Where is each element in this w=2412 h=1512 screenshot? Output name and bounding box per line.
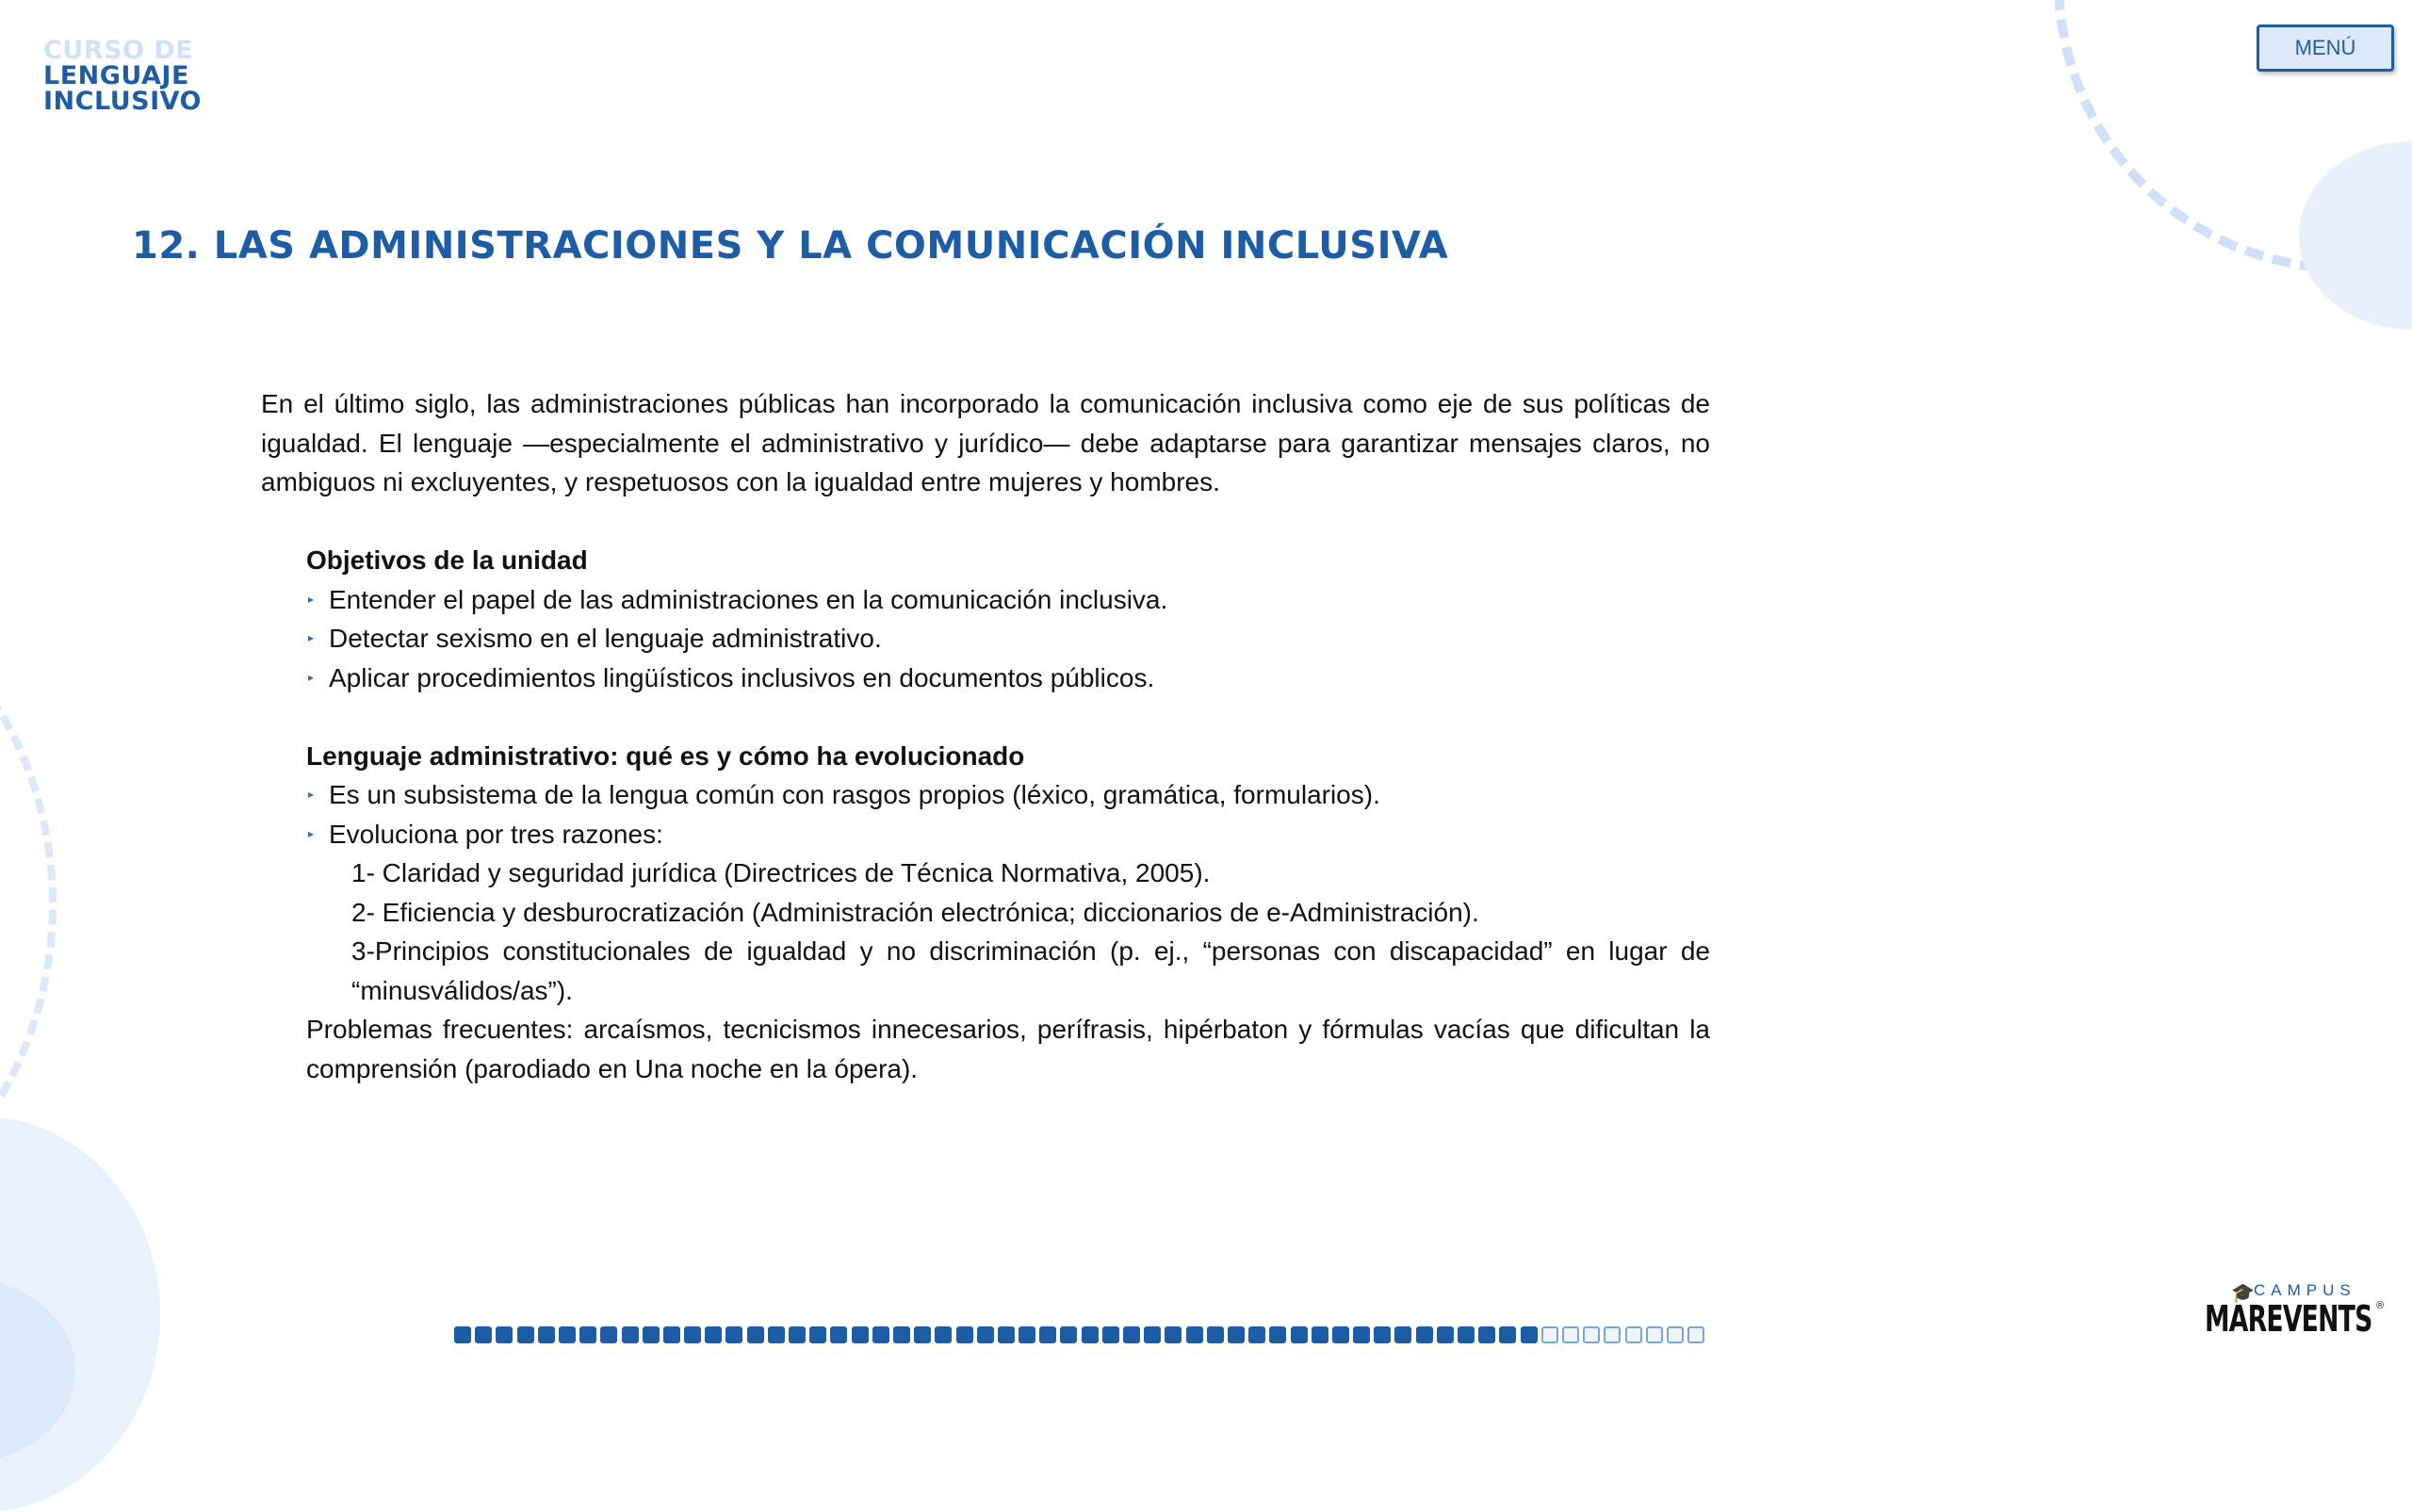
progress-square[interactable] <box>872 1326 889 1343</box>
progress-square[interactable] <box>1248 1326 1265 1343</box>
progress-square[interactable] <box>1562 1326 1579 1343</box>
progress-square[interactable] <box>998 1326 1015 1343</box>
progress-square[interactable] <box>1458 1326 1475 1343</box>
progress-square[interactable] <box>496 1326 513 1343</box>
menu-button[interactable]: MENÚ <box>2257 24 2394 72</box>
reason-item: 1- Claridad y seguridad jurídica (Directrices de Técnica Normativa, 2005). <box>351 858 1211 887</box>
course-logo[interactable] <box>43 38 202 114</box>
progress-square[interactable] <box>1625 1326 1642 1343</box>
progress-square[interactable] <box>956 1326 973 1343</box>
progress-square[interactable] <box>454 1326 471 1343</box>
progress-square[interactable] <box>893 1326 910 1343</box>
progress-square[interactable] <box>1646 1326 1663 1343</box>
progress-square[interactable] <box>852 1326 869 1343</box>
progress-square[interactable] <box>1291 1326 1308 1343</box>
progress-square[interactable] <box>1060 1326 1077 1343</box>
progress-square[interactable] <box>538 1326 555 1343</box>
graduation-cap-icon: 🎓 <box>2231 1283 2255 1304</box>
logo-text: ® <box>2376 1300 2385 1311</box>
bullet-arrow-icon: ▸ <box>308 631 315 644</box>
progress-square[interactable] <box>914 1326 931 1343</box>
progress-square[interactable] <box>517 1326 534 1343</box>
progress-square[interactable] <box>1269 1326 1286 1343</box>
progress-square[interactable] <box>684 1326 701 1343</box>
progress-square[interactable] <box>475 1326 492 1343</box>
progress-square[interactable] <box>1604 1326 1621 1343</box>
progress-square[interactable] <box>1687 1326 1704 1343</box>
progress-square[interactable] <box>1667 1326 1684 1343</box>
bullet-arrow-icon: ▸ <box>308 826 315 840</box>
progress-square[interactable] <box>1312 1326 1328 1343</box>
progress-square[interactable] <box>977 1326 994 1343</box>
progress-square[interactable] <box>600 1326 617 1343</box>
progress-square[interactable] <box>768 1326 785 1343</box>
bullet-arrow-icon: ▸ <box>308 592 315 606</box>
problems-paragraph: Problemas frecuentes: arcaísmos, tecnicismos innecesarios, perífrasis, hipérbaton y fórmulas vacías que dificultan la comprensión (parodiado en Una noche en la ópera). <box>306 1015 1710 1083</box>
progress-square[interactable] <box>1165 1326 1182 1343</box>
logo-text: MAREVENTS <box>2205 1298 2372 1340</box>
progress-square[interactable] <box>1102 1326 1119 1343</box>
progress-square[interactable] <box>1353 1326 1370 1343</box>
progress-square[interactable] <box>1374 1326 1391 1343</box>
list-item: ▸ Detectar sexismo en el lenguaje administrativo. <box>306 619 1710 658</box>
progress-square[interactable] <box>747 1326 764 1343</box>
progress-square[interactable] <box>1521 1326 1538 1343</box>
progress-square[interactable] <box>1228 1326 1245 1343</box>
bullet-arrow-icon: ▸ <box>308 670 315 684</box>
section-heading: Objetivos de la unidad <box>306 545 588 575</box>
progress-square[interactable] <box>559 1326 576 1343</box>
course-logo-line: INCLUSIVO <box>43 87 202 116</box>
progress-square[interactable] <box>725 1326 742 1343</box>
progress-square[interactable] <box>643 1326 660 1343</box>
progress-square[interactable] <box>1478 1326 1495 1343</box>
content-area <box>261 384 1710 1088</box>
progress-square[interactable] <box>830 1326 847 1343</box>
admin-language-section <box>306 737 1710 1089</box>
progress-square[interactable] <box>1416 1326 1433 1343</box>
section-heading: Lenguaje administrativo: qué es y cómo ha evolucionado <box>306 740 1025 771</box>
progress-square[interactable] <box>622 1326 639 1343</box>
progress-square[interactable] <box>789 1326 806 1343</box>
progress-square[interactable] <box>1019 1326 1035 1343</box>
progress-square[interactable] <box>705 1326 722 1343</box>
list-item: ▸ Aplicar procedimientos lingüísticos inclusivos en documentos públicos. <box>306 658 1710 698</box>
decorative-dashed-arc <box>0 546 57 1262</box>
progress-square[interactable] <box>1207 1326 1224 1343</box>
logo-text: CAMPUS <box>2254 1281 2356 1299</box>
objectives-section <box>306 541 1710 697</box>
progress-square[interactable] <box>1082 1326 1099 1343</box>
progress-square[interactable] <box>663 1326 680 1343</box>
intro-paragraph: En el último siglo, las administraciones públicas han incorporado la comunicación inclusiva como eje de sus políticas de igualdad. El lenguaje —especialmente el administrativo y jurídico— debe adaptarse para garantizar mensajes claros, no ambiguos ni excluyentes, y respetuosos con la igualdad entre mujeres y hombres. <box>261 389 1710 496</box>
progress-square[interactable] <box>1394 1326 1411 1343</box>
page-title: 12. LAS ADMINISTRACIONES Y LA COMUNICACIÓN INCLUSIVA <box>132 224 1449 268</box>
course-logo-line: LENGUAJE <box>43 61 189 90</box>
bullet-arrow-icon: ▸ <box>308 788 315 801</box>
progress-square[interactable] <box>1583 1326 1600 1343</box>
reason-item: 2- Eficiencia y desburocratización (Administración electrónica; diccionarios de e-Administración). <box>351 897 1479 927</box>
list-item: ▸ Entender el papel de las administraciones en la comunicación inclusiva. <box>306 580 1710 620</box>
progress-square[interactable] <box>1332 1326 1349 1343</box>
list-item: ▸ Es un subsistema de la lengua común con rasgos propios (léxico, gramática, formularios). <box>306 775 1710 815</box>
progress-square[interactable] <box>1144 1326 1161 1343</box>
progress-square[interactable] <box>809 1326 826 1343</box>
course-logo-line: CURSO DE <box>43 36 194 65</box>
decorative-blob <box>0 1116 160 1512</box>
progress-square[interactable] <box>1437 1326 1454 1343</box>
progress-square[interactable] <box>1123 1326 1140 1343</box>
decorative-blob <box>2299 141 2412 330</box>
progress-square[interactable] <box>935 1326 952 1343</box>
reason-item: 3-Principios constitucionales de igualdad y no discriminación (p. ej., “personas con discapacidad” en lugar de “minusválidos/as”). <box>351 936 1710 1005</box>
progress-square[interactable] <box>1186 1326 1203 1343</box>
progress-indicator <box>454 1326 1704 1343</box>
progress-square[interactable] <box>1039 1326 1056 1343</box>
list-item: ▸ Evoluciona por tres razones: <box>306 815 1710 854</box>
progress-square[interactable] <box>579 1326 596 1343</box>
decorative-blob <box>0 1276 75 1465</box>
progress-square[interactable] <box>1541 1326 1558 1343</box>
progress-square[interactable] <box>1499 1326 1516 1343</box>
